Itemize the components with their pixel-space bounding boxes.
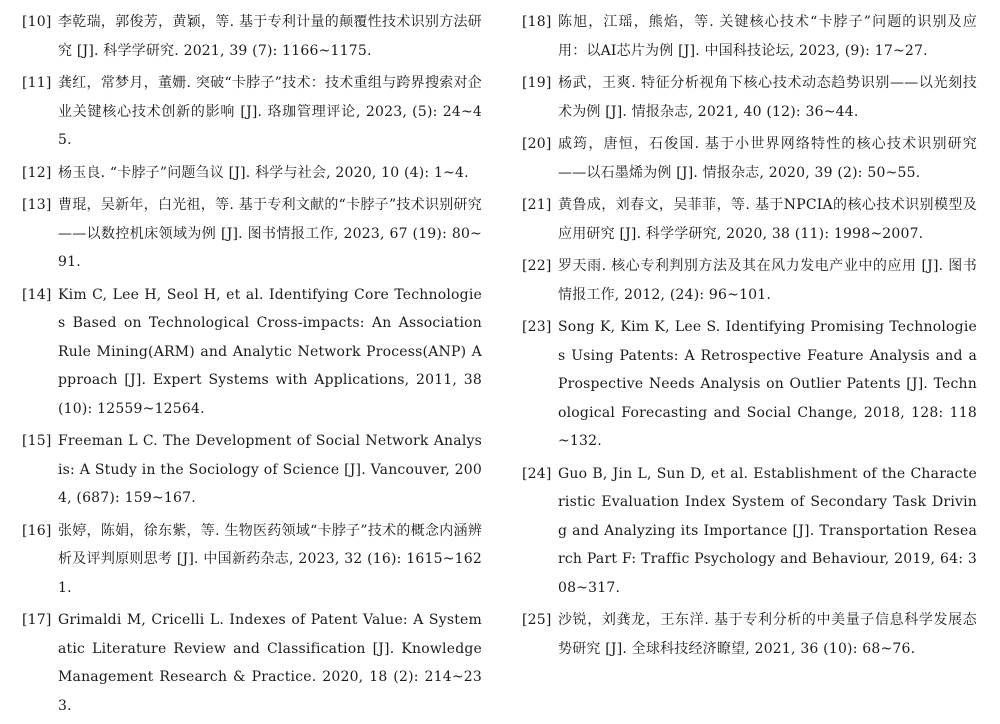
reference-text: Guo B, Jin L, Sun D, et al. Establishment of the Characteristic Evaluation Index System of Secondary Task Driving and Analyzing its Importance [J]. Transportation Research Part F: Traffic Psychology and Behaviour, 2019, 64: 308~317.	[558, 465, 977, 596]
references-right-column	[522, 8, 977, 667]
reference-entry	[22, 281, 482, 424]
reference-text: 龚红，常梦月，董姗. 突破“卡脖子”技术：技术重组与跨界搜索对企业关键核心技术创新的影响 [J]. 珞珈管理评论, 2023, (5): 24~45.	[58, 75, 482, 148]
reference-entry	[22, 606, 482, 720]
reference-number: [15]	[22, 433, 52, 449]
reference-text: Song K, Kim K, Lee S. Identifying Promising Technologies Using Patents: A Retrospective Feature Analysis and a Prospective Needs Analysis on Outlier Patents [J]. Technological Forecasting and Social Change, 2018, 128: 118~132.	[558, 319, 977, 449]
reference-text: 戚筠，唐恒，石俊国. 基于小世界网络特性的核心技术识别研究——以石墨烯为例 [J]. 情报杂志, 2020, 39 (2): 50~55.	[558, 136, 977, 181]
reference-entry	[22, 191, 482, 277]
reference-number: [17]	[22, 612, 52, 628]
reference-entry	[522, 191, 977, 248]
reference-number: [16]	[22, 522, 52, 539]
reference-text: 曹琨，吴新年，白光祖，等. 基于专利文献的“卡脖子”技术识别研究——以数控机床领域为例 [J]. 图书情报工作, 2023, 67 (19): 80~91.	[58, 197, 482, 270]
reference-text: 张婷，陈娟，徐东紫，等. 生物医药领域“卡脖子”技术的概念内涵辨析及评判原则思考 [J]. 中国新药杂志, 2023, 32 (16): 1615~1621.	[58, 522, 482, 596]
reference-entry	[22, 427, 482, 513]
reference-text: 罗天雨. 核心专利判別方法及其在风力发电产业中的应用 [J]. 图书情报工作, 2012, (24): 96~101.	[558, 258, 977, 303]
reference-number: [18]	[522, 14, 552, 30]
reference-number: [10]	[22, 14, 52, 30]
reference-text: 沙锐，刘龚龙，王东洋. 基于专利分析的中美量子信息科学发展态势研究 [J]. 全球科技经济瞭望, 2021, 36 (10): 68~76.	[558, 612, 977, 657]
reference-number: [11]	[22, 75, 52, 91]
reference-number: [22]	[522, 258, 552, 274]
reference-number: [20]	[522, 136, 552, 152]
reference-text: Freeman L C. The Development of Social Network Analysis: A Study in the Sociology of Science [J]. Vancouver, 2004, (687): 159~167.	[58, 433, 482, 506]
reference-text: 黄鲁成，刘春文，吴菲菲，等. 基于NPCIA的核心技术识别模型及应用研究 [J]. 科学学研究, 2020, 38 (11): 1998~2007.	[558, 197, 977, 242]
reference-entry	[22, 159, 482, 188]
reference-number: [13]	[22, 197, 52, 213]
reference-number: [24]	[522, 465, 552, 482]
reference-text: 李乾瑞，郭俊芳，黄颖，等. 基于专利计量的颠覆性技术识别方法研究 [J]. 科学学研究. 2021, 39 (7): 1166~1175.	[58, 14, 482, 59]
reference-entry	[22, 8, 482, 65]
reference-number: [25]	[522, 612, 552, 628]
reference-entry	[522, 313, 977, 456]
reference-text: 杨武，王爽. 特征分析视角下核心技术动态趋势识别——以光刻技术为例 [J]. 情报杂志, 2021, 40 (12): 36~44.	[558, 75, 977, 120]
reference-number: [23]	[522, 319, 552, 335]
reference-number: [19]	[522, 75, 552, 91]
reference-entry	[522, 252, 977, 309]
reference-entry	[522, 606, 977, 663]
reference-entry	[22, 69, 482, 155]
reference-number: [12]	[22, 164, 52, 181]
reference-entry	[522, 69, 977, 126]
reference-entry	[522, 460, 977, 603]
reference-number: [21]	[522, 197, 552, 213]
references-left-column	[22, 8, 482, 724]
reference-text: 陈旭，江瑶，熊焰，等. 关键核心技术“卡脖子”问题的识别及应用：以AI芯片为例 [J]. 中国科技论坛, 2023, (9): 17~27.	[558, 14, 977, 59]
reference-text: 杨玉良. “卡脖子”问题刍议 [J]. 科学与社会, 2020, 10 (4): 1~4.	[58, 164, 469, 181]
reference-entry	[522, 130, 977, 187]
reference-entry	[522, 8, 977, 65]
reference-text: Grimaldi M, Cricelli L. Indexes of Patent Value: A Systematic Literature Review and Classification [J]. Knowledge Management Research & Practice. 2020, 18 (2): 214~233.	[58, 612, 482, 714]
reference-entry	[22, 517, 482, 603]
reference-number: [14]	[22, 286, 52, 303]
reference-text: Kim C, Lee H, Seol H, et al. Identifying Core Technologies Based on Technological Cross-impacts: An Association Rule Mining(ARM) and Analytic Network Process(ANP) Approach [J]. Expert Systems with Applications, 2011, 38 (10): 12559~12564.	[58, 286, 482, 417]
